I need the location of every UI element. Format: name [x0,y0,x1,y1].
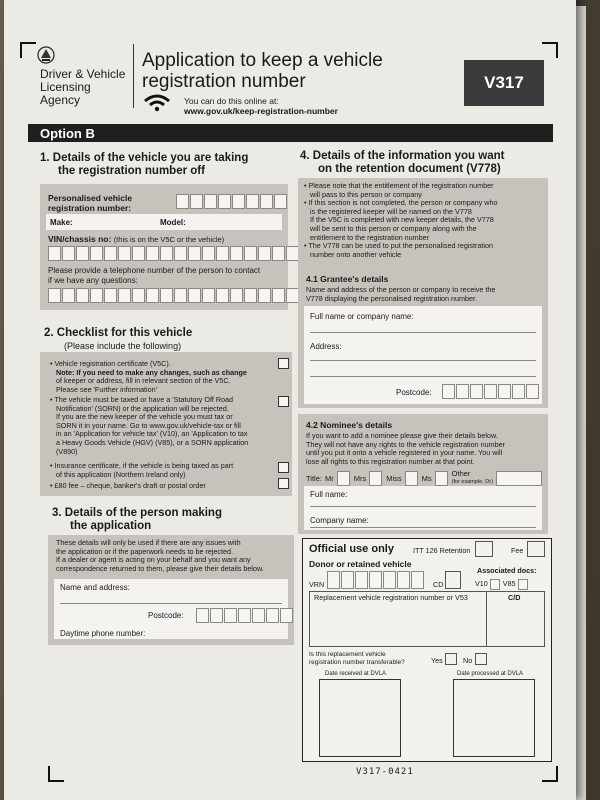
option-bar [28,124,553,142]
section1-heading: 1. Details of the vehicle you are taking the registration number off [40,152,249,177]
title-miss-label: Miss [386,473,402,483]
grantee-postcode-boxes[interactable] [442,384,539,399]
section3-postcode-boxes[interactable] [196,608,293,623]
crop-mark-bottom-right [542,766,558,782]
itt-box[interactable] [475,541,493,557]
title-options [306,470,543,486]
grantee-fullname-label: Full name or company name: [310,312,414,321]
crest-icon [34,44,58,66]
phone-contact-text: Please provide a telephone number of the person to contact if we have any questions: [48,266,261,285]
daytime-phone-label: Daytime phone number: [60,629,146,638]
checklist-item-insurance: • Insurance certificate, if the vehicle is being taxed as part of this application (Northern Ireland only) [50,461,234,479]
name-address-label: Name and address: [60,583,130,592]
fee-label: Fee [511,546,524,555]
section4-bullets: • Please note that the entitlement of the registration number will pass to this person or company • If this section is not completed, the person or company who is the registered keeper will be named on the V778 If the V5C is completed with new keeper details, the V778 will be sent to this person or company along with the entitlement to the registration number • The V778 can be used to put the personalised registration number onto another vehicle [304,181,498,259]
donor-label: Donor or retained vehicle [309,559,412,569]
title-label: Title: [306,473,322,483]
cd2-label: C/D [508,593,521,602]
section3-fields[interactable] [54,579,288,639]
personalised-reg-boxes[interactable] [176,194,287,209]
vrn-label: VRN [309,580,325,589]
grantee-address-label: Address: [310,342,342,351]
title-mrs-box[interactable] [369,471,382,486]
replacement-box[interactable] [309,591,545,647]
agency-name: Driver & Vehicle Licensing Agency [40,67,126,107]
v10-label: V10 [475,579,488,589]
yes-box[interactable] [445,653,457,665]
date-received-label: Date received at DVLA [325,671,387,677]
vin-label: VIN/chassis no: (this is on the V5C or the vehicle) [48,234,225,244]
date-processed-label: Date processed at DVLA [457,671,524,677]
form-page [4,0,576,800]
option-bar-label: Option B [40,126,95,141]
grantee-intro: Name and address of the person or company to receive the V778 displaying the personalised registration number. [306,285,496,303]
crop-mark-bottom-left [48,766,64,782]
page-title: Application to keep a vehicle registration number [142,50,383,92]
section3-heading: 3. Details of the person making the application [52,507,222,532]
fee-box[interactable] [527,541,545,557]
nominee-company-label: Company name: [310,516,369,525]
make-model-row[interactable] [46,214,282,230]
wifi-icon [142,92,172,112]
associated-docs-options [475,579,529,590]
header-divider [133,44,134,108]
date-processed-box[interactable] [453,679,535,757]
section3-panel [48,535,294,645]
no-label: No [463,656,473,665]
form-code-badge: V317 [464,60,544,106]
yes-label: Yes [431,656,443,665]
vin-boxes[interactable] [48,246,313,261]
nominee-fields[interactable] [304,486,542,530]
associated-docs-label: Associated docs: [477,566,537,575]
no-box[interactable] [475,653,487,665]
v85-label: V85 [502,579,516,589]
section2-panel [40,352,292,496]
model-label: Model: [160,218,186,227]
itt-label: ITT 126 Retention [413,546,471,555]
checkbox-insurance[interactable] [278,462,289,473]
title-ms-label: Ms [421,473,432,483]
nominee-fullname-label: Full name: [310,490,348,499]
transferable-question: Is this replacement vehicle registration number transferable? [309,651,405,666]
v10-box[interactable] [490,579,500,590]
online-notice: You can do this online at: www.gov.uk/keep-registration-number [184,96,338,116]
grantee-heading: 4.1 Grantee's details [306,274,389,284]
title-mr-label: Mr [324,473,334,483]
vrn-boxes[interactable] [327,571,424,589]
title-mr-box[interactable] [337,471,350,486]
personalised-reg-label: Personalised vehicle registration number: [48,193,133,213]
official-use-heading: Official use only [309,543,394,555]
grantee-fields[interactable] [304,306,542,404]
nominee-panel [298,414,548,534]
title-ms-box[interactable] [435,471,448,486]
title-mrs-label: Mrs [353,473,367,483]
footer-code: V317-0421 [356,767,414,777]
replacement-label: Replacement vehicle registration number or V53 [314,593,468,602]
section3-intro: These details will only be used if there are any issues with the application or if the paperwork needs to be rejected. If a dealer or agent is acting on your behalf and you want any correspondence returned to them, please give their details below. [56,538,264,573]
title-other-label: Other (for example, Dr) [451,469,493,485]
cd-box[interactable] [445,571,461,589]
checklist-item-tax: • The vehicle must be taxed or have a 'Statutory Off Road Notification' (SORN) or the application will be rejected. If you are the new keeper of the vehicle you must tax or SORN it in your name. Go to www.gov.uk/vehicle-tax or fill in an 'Application for vehicle tax' (V10), an 'Application to tax a Heavy Goods Vehicle (HGV) (V85), or a SORN application (V890) [50,395,249,456]
nominee-intro: If you want to add a nominee please give their details below. They will not have any rights to the vehicle registration number until you put it onto a vehicle registered in your name. You will lose all rights to this registration number at that point. [306,431,505,466]
crop-mark-top-right [542,42,558,58]
make-label: Make: [50,218,73,227]
title-miss-box[interactable] [405,471,418,486]
title-other-box[interactable] [496,471,542,486]
checkbox-v5c[interactable] [278,358,289,369]
cd-label: CD [433,580,444,589]
section4-panel [298,178,548,408]
checklist-item-v5c: • Vehicle registration certificate (V5C). Note: If you need to make any changes, such as change of keeper or address, fill in relevant section of the V5C. Please see 'Further information' [50,359,247,394]
nominee-heading: 4.2 Nominee's details [306,420,393,430]
official-use-box [302,538,552,762]
section1-panel [40,184,288,310]
date-received-box[interactable] [319,679,401,757]
checkbox-fee[interactable] [278,478,289,489]
grantee-postcode-label: Postcode: [396,388,432,397]
section2-heading: 2. Checklist for this vehicle (Please include the following) [44,327,193,351]
postcode-label: Postcode: [148,611,184,620]
checklist-item-fee: • £80 fee – cheque, banker's draft or postal order [50,481,206,490]
section4-heading: 4. Details of the information you want on the retention document (V778) [300,150,505,175]
v85-box[interactable] [518,579,528,590]
phone-boxes[interactable] [48,288,313,303]
checkbox-tax[interactable] [278,396,289,407]
